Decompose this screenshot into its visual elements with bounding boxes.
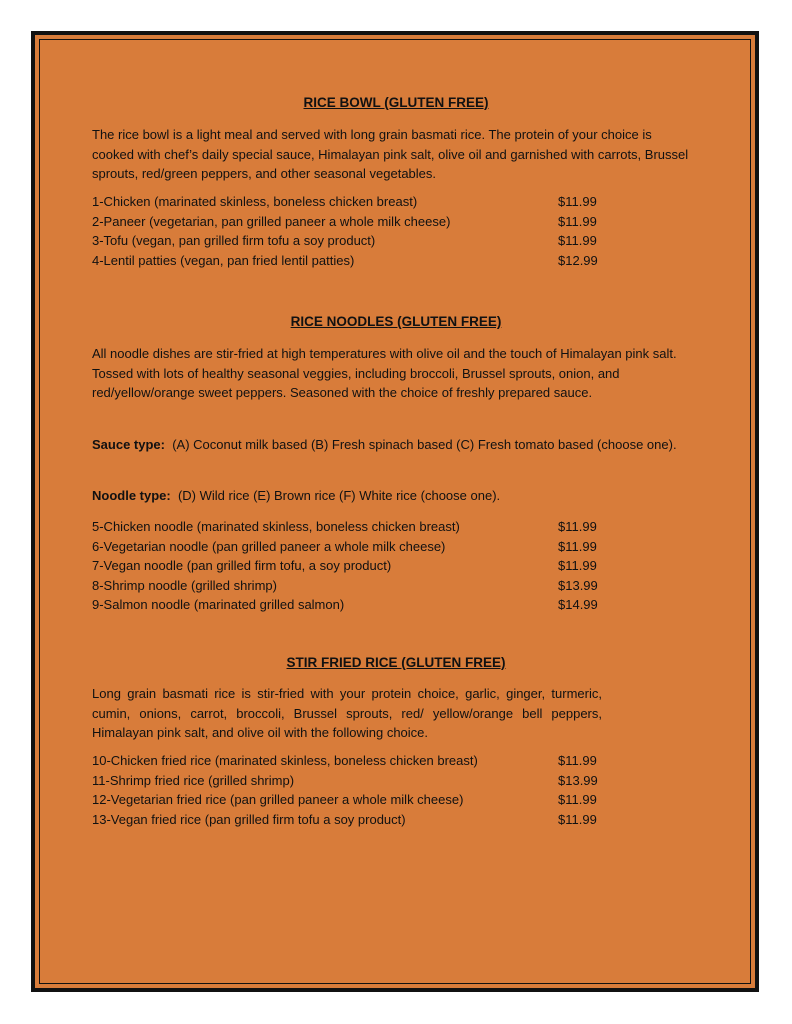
menu-item <box>92 751 612 771</box>
item-price: $12.99 <box>558 252 598 268</box>
item-name: 6-Vegetarian noodle (pan grilled paneer a whole milk cheese) <box>92 538 446 554</box>
sauce-type-line <box>92 435 692 455</box>
item-price: $11.99 <box>558 792 597 807</box>
item-price: $11.99 <box>558 213 597 229</box>
rice-noodles-title: RICE NOODLES (GLUTEN FREE) <box>290 314 502 329</box>
item-name: 5-Chicken noodle (marinated skinless, boneless chicken breast) <box>92 519 460 534</box>
stir-fried-rice-title: STIR FRIED RICE (GLUTEN FREE) <box>286 655 506 670</box>
menu-item <box>92 810 612 830</box>
sauce-type-label: Sauce type: <box>92 437 165 452</box>
item-name: 10-Chicken fried rice (marinated skinless, boneless chicken breast) <box>92 753 478 768</box>
menu-item <box>92 771 612 791</box>
item-price: $11.99 <box>558 233 597 248</box>
rice-bowl-items <box>92 192 612 270</box>
item-price: $11.99 <box>558 538 597 554</box>
noodle-type-line <box>92 486 692 506</box>
menu-item <box>92 537 612 557</box>
menu-item <box>92 595 612 615</box>
rice-bowl-title: RICE BOWL (GLUTEN FREE) <box>303 95 489 110</box>
item-price: $11.99 <box>558 811 597 827</box>
item-name: 13-Vegan fried rice (pan grilled firm tofu a soy product) <box>92 811 406 827</box>
menu-item <box>92 251 612 271</box>
noodle-type-options: (D) Wild rice (E) Brown rice (F) White rice (choose one). <box>177 488 501 503</box>
rice-noodles-items <box>92 517 612 615</box>
item-name: 11-Shrimp fried rice (grilled shrimp) <box>92 772 295 788</box>
item-price: $13.99 <box>558 577 598 593</box>
item-price: $11.99 <box>558 519 597 534</box>
menu-item <box>92 231 612 251</box>
item-name: 1-Chicken (marinated skinless, boneless chicken breast) <box>92 194 418 209</box>
item-name: 12-Vegetarian fried rice (pan grilled paneer a whole milk cheese) <box>92 792 464 807</box>
menu-item <box>92 212 612 232</box>
menu-item <box>92 192 612 212</box>
item-name: 3-Tofu (vegan, pan grilled firm tofu a soy product) <box>92 233 376 248</box>
item-price: $11.99 <box>558 194 597 209</box>
rice-bowl-description: The rice bowl is a light meal and served with long grain basmati rice. The protein of your choice is cooked with chef’s daily special sauce, Himalayan pink salt, olive oil and garnished with carrots, Brussel sprouts, red/green peppers, and other seasonal vegetables. <box>92 127 689 181</box>
item-name: 7-Vegan noodle (pan grilled firm tofu, a soy product) <box>92 558 392 573</box>
item-price: $11.99 <box>558 558 597 573</box>
item-name: 8-Shrimp noodle (grilled shrimp) <box>92 577 277 593</box>
item-price: $13.99 <box>558 772 598 788</box>
item-name: 2-Paneer (vegetarian, pan grilled paneer a whole milk cheese) <box>92 213 451 229</box>
item-name: 9-Salmon noodle (marinated grilled salmon) <box>92 597 345 612</box>
menu-item <box>92 576 612 596</box>
stir-fried-rice-items <box>92 751 612 829</box>
menu-item <box>92 517 612 537</box>
rice-noodles-description: All noodle dishes are stir-fried at high temperatures with olive oil and the touch of Himalayan pink salt. Tossed with lots of healthy seasonal veggies, including broccoli, Brussel sprouts, onion, and red/yellow/orange sweet peppers. Seasoned with the choice of freshly prepared sauce. <box>92 346 677 400</box>
noodle-type-label: Noodle type: <box>92 488 171 503</box>
menu-item <box>92 556 612 576</box>
item-name: 4-Lentil patties (vegan, pan fried lentil patties) <box>92 252 355 268</box>
stir-fried-rice-description: Long grain basmati rice is stir-fried with your protein choice, garlic, ginger, turmeric, cumin, onions, carrot, broccoli, Brussel sprouts, red/ yellow/orange bell peppers, Himalayan pink salt, and olive oil with the following choice. <box>92 686 602 740</box>
item-price: $11.99 <box>558 753 597 768</box>
sauce-type-options: (A) Coconut milk based (B) Fresh spinach based (C) Fresh tomato based (choose one). <box>172 437 677 452</box>
menu-item <box>92 790 612 810</box>
item-price: $14.99 <box>558 597 598 612</box>
